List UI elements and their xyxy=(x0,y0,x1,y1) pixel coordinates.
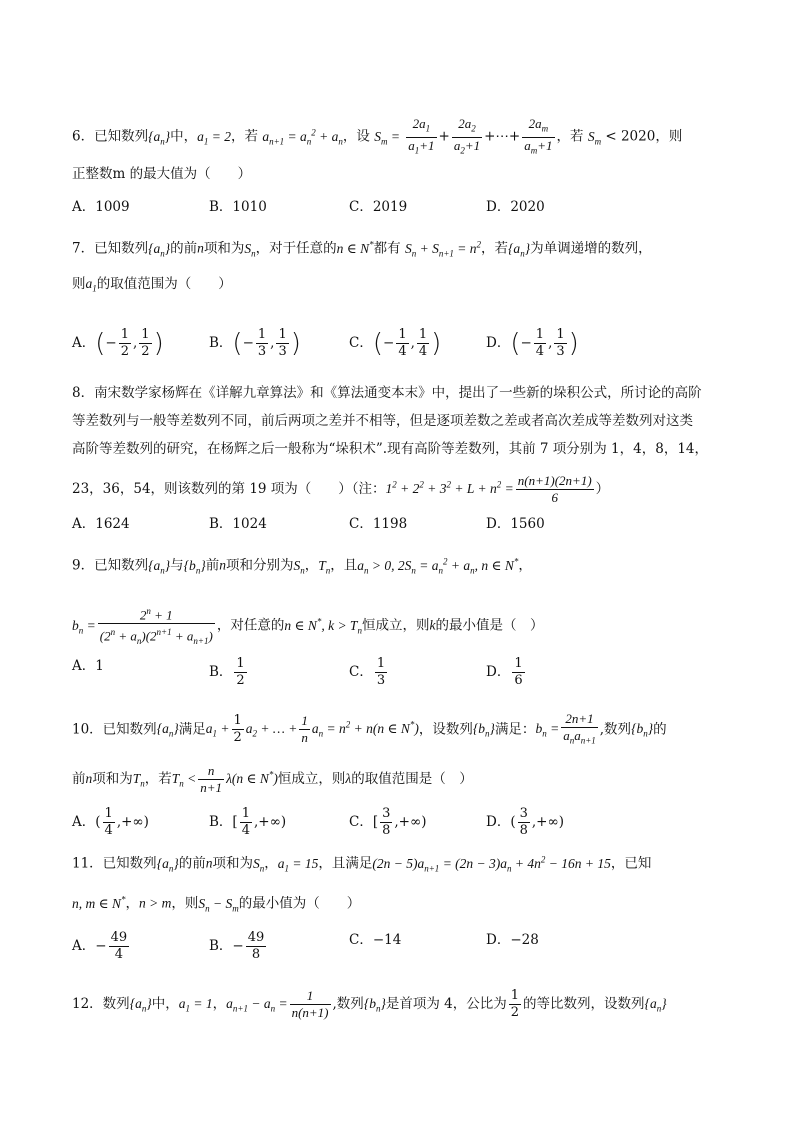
q6-option-b[interactable]: B．1010 xyxy=(209,199,267,215)
q8-option-b[interactable]: B．1024 xyxy=(209,516,267,532)
q6-option-a[interactable]: A．1009 xyxy=(72,199,130,215)
q7-option-c[interactable]: C．(− $\frac{1}{4}$ , $\frac{1}{4}$ ) xyxy=(349,327,442,359)
q8-option-c[interactable]: C．1198 xyxy=(349,516,408,532)
q7-stem-line2: 则$a_1$的取值范围为（ ） xyxy=(72,276,232,294)
q8-option-a[interactable]: A．1624 xyxy=(72,516,130,532)
q9-stem-line2: $b_n$ = $\frac{2^n + 1}{(2^n + a_n)(2^{n+1} + a_{n+1})}$ ，对任意的n ∈ N*, $k > T_n$恒成立，则k的最小值是（ ） xyxy=(72,603,543,649)
q9-option-a[interactable]: A．1 xyxy=(72,658,104,674)
q9-option-b[interactable]: B． $\frac{1}{2}$ xyxy=(209,656,245,688)
q6-option-c[interactable]: C．2019 xyxy=(349,199,408,215)
q10-option-c[interactable]: C．[ $\frac{3}{8}$ ,+∞) xyxy=(349,806,427,838)
q11-option-d[interactable]: D．−28 xyxy=(486,932,539,948)
q11-stem-line2: n, m ∈ N*，n > m，则$S_n - S_m$的最小值为（ ） xyxy=(72,894,361,914)
q6-stem-line2: 正整数m 的最大值为（ ） xyxy=(72,166,252,182)
q10-stem-line1: 10．已知数列$\{a_n\}$满足$a_1$ + $\frac{1}{2}$ $a_2$ + … + $\frac{1}{n}$ $a_n = n^2 + n(n$ ∈ N*)，设数列$\{b_n\}$满足：$b_n$ = $\frac{2n+1}{a_na_{n+1}}$ ,数列$\{b_n\}$的 xyxy=(72,711,667,746)
q8-stem-line1: 8．南宋数学家杨辉在《详解九章算法》和《算法通变本末》中，提出了一些新的垛积公式，所讨论的高阶 xyxy=(72,385,702,401)
q9-option-c[interactable]: C． $\frac{1}{3}$ xyxy=(349,656,386,688)
q11-option-b[interactable]: B．− $\frac{49}{8}$ xyxy=(209,930,265,962)
q9-stem-line1: 9．已知数列$\{a_n\}$与$\{b_n\}$前n项和分别为$S_n$，$T_n$，且$a_n > 0$, $2S_n = a_n^2 + a_n$, n ∈ N*， xyxy=(72,556,532,576)
q8-stem-line4: 23，36，54，则该数列的第 19 项为（ ）（注：$1^2 + 2^2 + 3^2 + L + n^2$ = $\frac{n(n+1)(2n+1)}{6}$ ） xyxy=(72,473,610,505)
q7-option-b[interactable]: B．(− $\frac{1}{3}$ , $\frac{1}{3}$ ) xyxy=(209,327,301,359)
q8-stem-line3: 高阶等差数列的研究，在杨辉之后一般称为“垛积术”.现有高阶等差数列，其前 7 项分别为 1，4，8，14， xyxy=(72,441,709,457)
q10-option-b[interactable]: B．[ $\frac{1}{4}$ ,+∞) xyxy=(209,806,287,838)
q8-option-d[interactable]: D．1560 xyxy=(486,516,545,532)
q6-option-d[interactable]: D．2020 xyxy=(486,199,545,215)
q12-stem-line1: 12．数列$\{a_n\}$中，$a_1 = 1$，$a_{n+1} - a_n$ = $\frac{1}{n(n+1)}$ ,数列$\{b_n\}$是首项为 4，公比为 $\frac{1}{2}$ 的等比数列，设数列$\{a_n\}$ xyxy=(72,988,667,1020)
q8-stem-line2: 等差数列与一般等差数列不同，前后两项之差并不相等，但是逐项差数之差或者高次差成等差数列对这类 xyxy=(72,413,693,429)
q11-stem-line1: 11．已知数列$\{a_n\}$的前n项和为$S_n$，$a_1 = 15$，且满足$(2n - 5)a_{n+1} = (2n - 3)a_n + 4n^2 - 16n + 15$，已知 xyxy=(72,854,652,874)
q10-option-a[interactable]: A．( $\frac{1}{4}$ ,+∞) xyxy=(72,806,149,838)
q7-option-d[interactable]: D．(− $\frac{1}{4}$ , $\frac{1}{3}$ ) xyxy=(486,327,579,359)
q11-option-c[interactable]: C．−14 xyxy=(349,932,402,948)
q10-stem-line2: 前n项和为$T_n$，若$T_n$ < $\frac{n}{n+1}$ λ(n ∈ N*)恒成立，则λ的取值范围是（ ） xyxy=(72,763,473,795)
q9-option-d[interactable]: D． $\frac{1}{6}$ xyxy=(486,656,523,688)
q10-option-d[interactable]: D．( $\frac{3}{8}$ ,+∞) xyxy=(486,806,564,838)
q7-option-a[interactable]: A．(− $\frac{1}{2}$ , $\frac{1}{2}$ ) xyxy=(72,327,164,359)
q6-stem-line1: 6．已知数列$\{a_n\}$中，$a_1 = 2$，若 $a_{n+1} = a_n^2 + a_n$，设 $S_m$ = $\frac{2a_1}{a_1+1}$ + $\frac{2a_2}{a_2+1}$ +⋯+ $\frac{2a_m}{a_m+1}$ ，若 $S_m < 2020$，则 xyxy=(72,116,683,156)
q7-stem-line1: 7．已知数列$\{a_n\}$的前n项和为$S_n$，对于任意的n ∈ N*都有 $S_n + S_{n+1} = n^2$，若$\{a_n\}$为单调递增的数列， xyxy=(72,239,652,259)
q11-option-a[interactable]: A．− $\frac{49}{4}$ xyxy=(72,930,128,962)
